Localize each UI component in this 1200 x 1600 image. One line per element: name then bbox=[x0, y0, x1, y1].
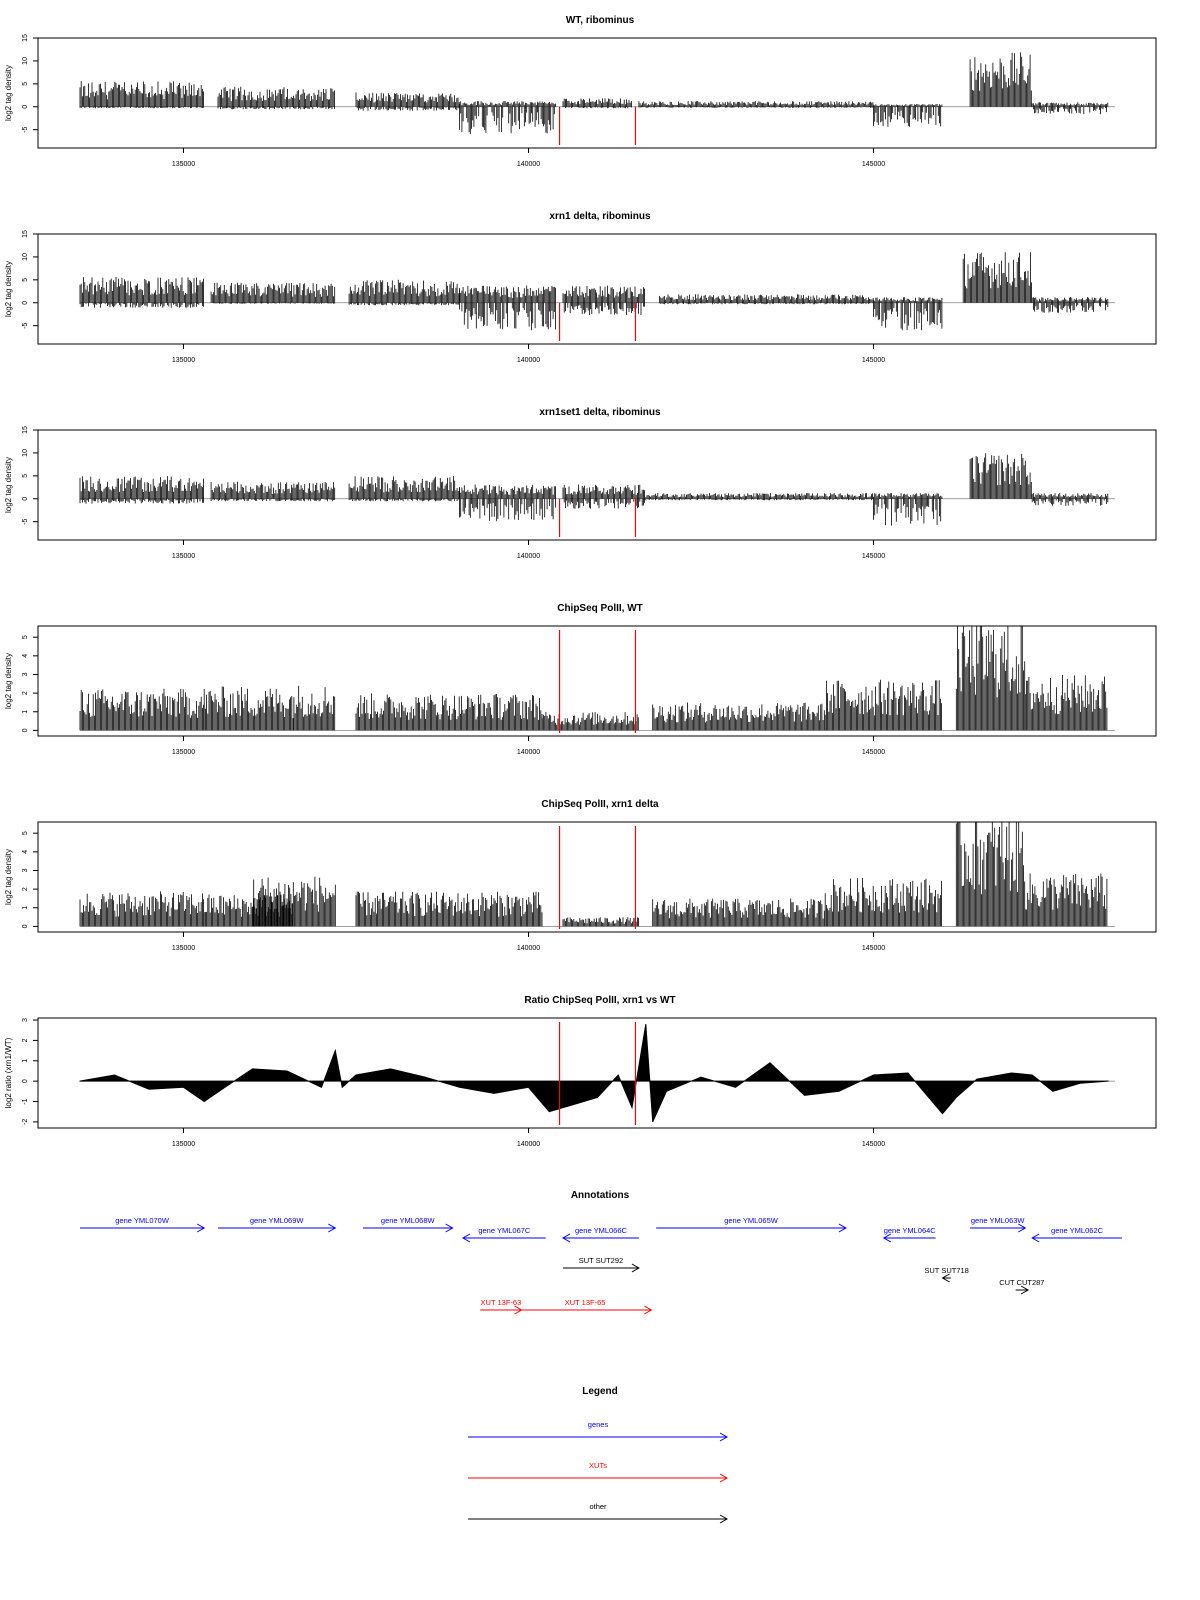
data-bars bbox=[1032, 297, 1108, 313]
data-bars bbox=[356, 693, 542, 730]
y-axis-label: log2 tag density bbox=[4, 64, 13, 122]
y-tick-label: 3 bbox=[22, 868, 29, 873]
plot-frame bbox=[38, 1018, 1156, 1128]
data-bars bbox=[956, 626, 1024, 730]
y-tick-label: 1 bbox=[22, 1058, 29, 1063]
data-segment-6 bbox=[653, 899, 825, 927]
y-tick-label: 4 bbox=[22, 849, 29, 854]
data-bars bbox=[563, 286, 645, 315]
data-segment-5 bbox=[563, 485, 645, 509]
y-tick-label: 4 bbox=[22, 653, 29, 658]
x-tick-label: 135000 bbox=[171, 1141, 196, 1148]
legend-item-gene bbox=[468, 1420, 727, 1441]
data-segment-9 bbox=[1032, 297, 1108, 313]
data-bars bbox=[80, 476, 204, 504]
data-bars bbox=[563, 917, 639, 926]
x-tick-label: 135000 bbox=[171, 357, 196, 364]
data-bars bbox=[653, 703, 825, 731]
y-axis-label: log2 tag density bbox=[4, 456, 13, 514]
data-segment-8 bbox=[970, 52, 1031, 106]
x-tick-label: 140000 bbox=[516, 553, 541, 560]
y-tick-label: 10 bbox=[22, 57, 29, 65]
annotations-title: Annotations bbox=[570, 1190, 630, 1201]
annotation-label: gene YML066C bbox=[574, 1226, 627, 1235]
panel-title: xrn1 delta, ribominus bbox=[549, 211, 651, 222]
y-axis-label: log2 tag density bbox=[4, 848, 13, 906]
data-segment-7 bbox=[825, 878, 941, 927]
data-segment-4 bbox=[356, 693, 542, 730]
annotation-label: gene YML064C bbox=[883, 1226, 936, 1235]
x-tick-label: 140000 bbox=[516, 161, 541, 168]
data-bars bbox=[1032, 493, 1108, 506]
x-tick-label: 145000 bbox=[861, 553, 886, 560]
legend-panel bbox=[468, 1386, 727, 1523]
annotation-gene bbox=[363, 1216, 453, 1232]
y-tick-label: 10 bbox=[22, 253, 29, 261]
x-tick-label: 145000 bbox=[861, 749, 886, 756]
data-segment-2 bbox=[218, 87, 334, 110]
chart-panel-4 bbox=[4, 603, 1156, 756]
data-bars bbox=[825, 878, 941, 927]
annotation-label: SUT SUT292 bbox=[578, 1256, 624, 1265]
data-bars bbox=[211, 283, 335, 304]
data-bars bbox=[542, 712, 638, 731]
annotation-label: CUT CUT287 bbox=[999, 1278, 1045, 1287]
annotation-gene bbox=[656, 1216, 846, 1232]
data-segment-3 bbox=[349, 280, 459, 306]
y-tick-label: -5 bbox=[22, 126, 29, 133]
data-segment-8 bbox=[956, 626, 1024, 730]
annotation-other bbox=[999, 1278, 1044, 1294]
legend-item-other bbox=[468, 1502, 727, 1523]
data-segment-6 bbox=[660, 294, 874, 304]
data-segment-4 bbox=[460, 286, 556, 331]
annotation-label: gene YML068W bbox=[380, 1216, 435, 1225]
panel-title: ChipSeq PolII, xrn1 delta bbox=[541, 799, 659, 810]
y-tick-label: 0 bbox=[22, 496, 29, 501]
data-bars bbox=[80, 81, 204, 108]
data-segment-4 bbox=[356, 892, 542, 927]
annotation-gene bbox=[1032, 1226, 1122, 1242]
data-bars bbox=[956, 822, 1024, 926]
data-bars bbox=[253, 877, 336, 927]
data-bars bbox=[874, 493, 942, 525]
annotation-label: gene YML062C bbox=[1051, 1226, 1104, 1235]
y-tick-label: 15 bbox=[22, 230, 29, 238]
data-bars bbox=[294, 686, 335, 731]
y-tick-label: 10 bbox=[22, 449, 29, 457]
data-segment-6 bbox=[653, 703, 825, 731]
y-tick-label: 15 bbox=[22, 426, 29, 434]
annotation-label: gene YML069W bbox=[249, 1216, 304, 1225]
y-tick-label: 0 bbox=[22, 300, 29, 305]
annotations-panel bbox=[80, 1190, 1122, 1314]
y-tick-label: 1 bbox=[22, 905, 29, 910]
panel-title: Ratio ChipSeq PolII, xrn1 vs WT bbox=[524, 995, 676, 1006]
data-segment-5 bbox=[563, 286, 645, 315]
x-tick-label: 135000 bbox=[171, 749, 196, 756]
y-axis-label: log2 tag density bbox=[4, 260, 13, 318]
data-segment-9 bbox=[1025, 675, 1107, 731]
y-tick-label: 2 bbox=[22, 1038, 29, 1043]
data-bars bbox=[970, 52, 1031, 106]
data-bars bbox=[874, 104, 942, 127]
annotation-label: gene YML070W bbox=[115, 1216, 169, 1225]
data-bars bbox=[653, 899, 825, 927]
annotation-gene bbox=[218, 1216, 335, 1232]
panel-title: xrn1set1 delta, ribominus bbox=[539, 407, 661, 418]
data-segment-9 bbox=[1032, 102, 1108, 114]
data-segment-7 bbox=[874, 297, 942, 330]
legend-label: other bbox=[589, 1502, 607, 1511]
data-segment-8 bbox=[963, 252, 1031, 303]
annotation-gene bbox=[463, 1226, 546, 1242]
data-segment-2 bbox=[204, 895, 293, 927]
annotation-label: SUT SUT718 bbox=[924, 1266, 969, 1275]
data-bars bbox=[349, 280, 459, 306]
y-tick-label: 0 bbox=[22, 104, 29, 109]
y-tick-label: 2 bbox=[22, 887, 29, 892]
data-bars bbox=[204, 895, 293, 927]
ratio-area bbox=[80, 1024, 1108, 1122]
data-segment-7 bbox=[874, 493, 942, 525]
data-segment-3 bbox=[349, 476, 459, 501]
data-bars bbox=[563, 485, 645, 509]
data-bars bbox=[356, 92, 459, 110]
data-segment-2 bbox=[211, 283, 335, 304]
legend-label: genes bbox=[587, 1420, 609, 1429]
y-tick-label: 5 bbox=[22, 831, 29, 836]
x-tick-label: 140000 bbox=[516, 1141, 541, 1148]
y-tick-label: 5 bbox=[22, 81, 29, 86]
x-tick-label: 145000 bbox=[861, 945, 886, 952]
data-bars bbox=[970, 453, 1031, 499]
annotation-label: XUT 13F-65 bbox=[564, 1298, 606, 1307]
y-tick-label: 0 bbox=[22, 1079, 29, 1084]
x-tick-label: 140000 bbox=[516, 749, 541, 756]
panel-title: WT, ribominus bbox=[565, 15, 635, 26]
data-bars bbox=[1025, 675, 1107, 731]
annotation-other bbox=[924, 1266, 968, 1282]
y-tick-label: 5 bbox=[22, 635, 29, 640]
x-tick-label: 135000 bbox=[171, 161, 196, 168]
y-tick-label: 3 bbox=[22, 1018, 29, 1022]
data-bars bbox=[356, 892, 542, 927]
y-tick-label: 5 bbox=[22, 473, 29, 478]
annotation-xut bbox=[519, 1298, 651, 1314]
data-segment-1 bbox=[80, 891, 204, 926]
data-segment-1 bbox=[80, 476, 204, 504]
data-bars bbox=[963, 252, 1031, 303]
x-tick-label: 135000 bbox=[171, 553, 196, 560]
y-tick-label: 0 bbox=[22, 924, 29, 929]
annotation-gene bbox=[884, 1226, 937, 1242]
data-segment-4 bbox=[460, 101, 556, 134]
panel-title: ChipSeq PolII, WT bbox=[557, 603, 643, 614]
data-bars bbox=[460, 286, 556, 331]
annotation-gene bbox=[80, 1216, 204, 1232]
legend-item-xut bbox=[468, 1461, 727, 1482]
data-segment-8 bbox=[956, 822, 1024, 926]
data-segment-8 bbox=[970, 453, 1031, 499]
data-bars bbox=[646, 493, 873, 500]
y-tick-label: -5 bbox=[22, 518, 29, 525]
x-tick-label: 145000 bbox=[861, 161, 886, 168]
data-bars bbox=[660, 294, 874, 304]
annotation-label: gene YML065W bbox=[724, 1216, 778, 1225]
y-tick-label: 2 bbox=[22, 691, 29, 696]
data-segment-3 bbox=[253, 877, 336, 927]
chart-panel-2 bbox=[4, 211, 1156, 364]
data-bars bbox=[460, 101, 556, 134]
legend-title: Legend bbox=[582, 1386, 618, 1397]
data-segment-7 bbox=[825, 680, 941, 731]
data-segment-3 bbox=[356, 92, 459, 110]
chart-panel-1 bbox=[4, 15, 1156, 168]
x-tick-label: 140000 bbox=[516, 357, 541, 364]
y-tick-label: 5 bbox=[22, 277, 29, 282]
data-bars bbox=[80, 689, 204, 731]
y-tick-label: 1 bbox=[22, 709, 29, 714]
y-tick-label: 3 bbox=[22, 672, 29, 677]
data-bars bbox=[1025, 874, 1107, 927]
annotation-label: XUT 13F-63 bbox=[480, 1298, 522, 1307]
data-bars bbox=[460, 485, 556, 522]
data-segment-6 bbox=[646, 493, 873, 500]
data-segment-4 bbox=[460, 485, 556, 522]
x-tick-label: 145000 bbox=[861, 357, 886, 364]
data-bars bbox=[349, 476, 459, 501]
chart-panel-6 bbox=[4, 995, 1156, 1148]
x-tick-label: 135000 bbox=[171, 945, 196, 952]
y-tick-label: 15 bbox=[22, 34, 29, 42]
annotation-label: gene YML063W bbox=[970, 1216, 1025, 1225]
annotation-other bbox=[563, 1256, 639, 1272]
y-axis-label: log2 ratio (xrn1/WT) bbox=[4, 1037, 13, 1109]
legend-label: XUTs bbox=[589, 1461, 607, 1470]
x-tick-label: 140000 bbox=[516, 945, 541, 952]
data-segment-5 bbox=[542, 712, 638, 731]
data-segment-2 bbox=[204, 687, 293, 731]
chart-panel-3 bbox=[4, 407, 1156, 560]
y-tick-label: -1 bbox=[22, 1098, 29, 1105]
data-segment-5 bbox=[563, 917, 639, 926]
data-segment-7 bbox=[874, 104, 942, 127]
y-tick-label: -5 bbox=[22, 322, 29, 329]
y-tick-label: 0 bbox=[22, 728, 29, 733]
data-bars bbox=[874, 297, 942, 330]
data-segment-3 bbox=[294, 686, 335, 731]
data-segment-1 bbox=[80, 689, 204, 731]
data-segment-9 bbox=[1025, 874, 1107, 927]
data-bars bbox=[80, 891, 204, 926]
x-tick-label: 145000 bbox=[861, 1141, 886, 1148]
annotation-xut bbox=[480, 1298, 521, 1314]
y-tick-label: -2 bbox=[22, 1118, 29, 1126]
data-bars bbox=[218, 87, 334, 110]
annotation-gene bbox=[970, 1216, 1025, 1232]
data-segment-1 bbox=[80, 81, 204, 108]
y-axis-label: log2 tag density bbox=[4, 652, 13, 710]
data-segment-9 bbox=[1032, 493, 1108, 506]
annotation-label: gene YML067C bbox=[478, 1226, 531, 1235]
chart-panel-5 bbox=[4, 799, 1156, 952]
data-bars bbox=[825, 680, 941, 731]
data-bars bbox=[204, 687, 293, 731]
data-bars bbox=[1032, 102, 1108, 114]
annotation-gene bbox=[563, 1226, 639, 1242]
